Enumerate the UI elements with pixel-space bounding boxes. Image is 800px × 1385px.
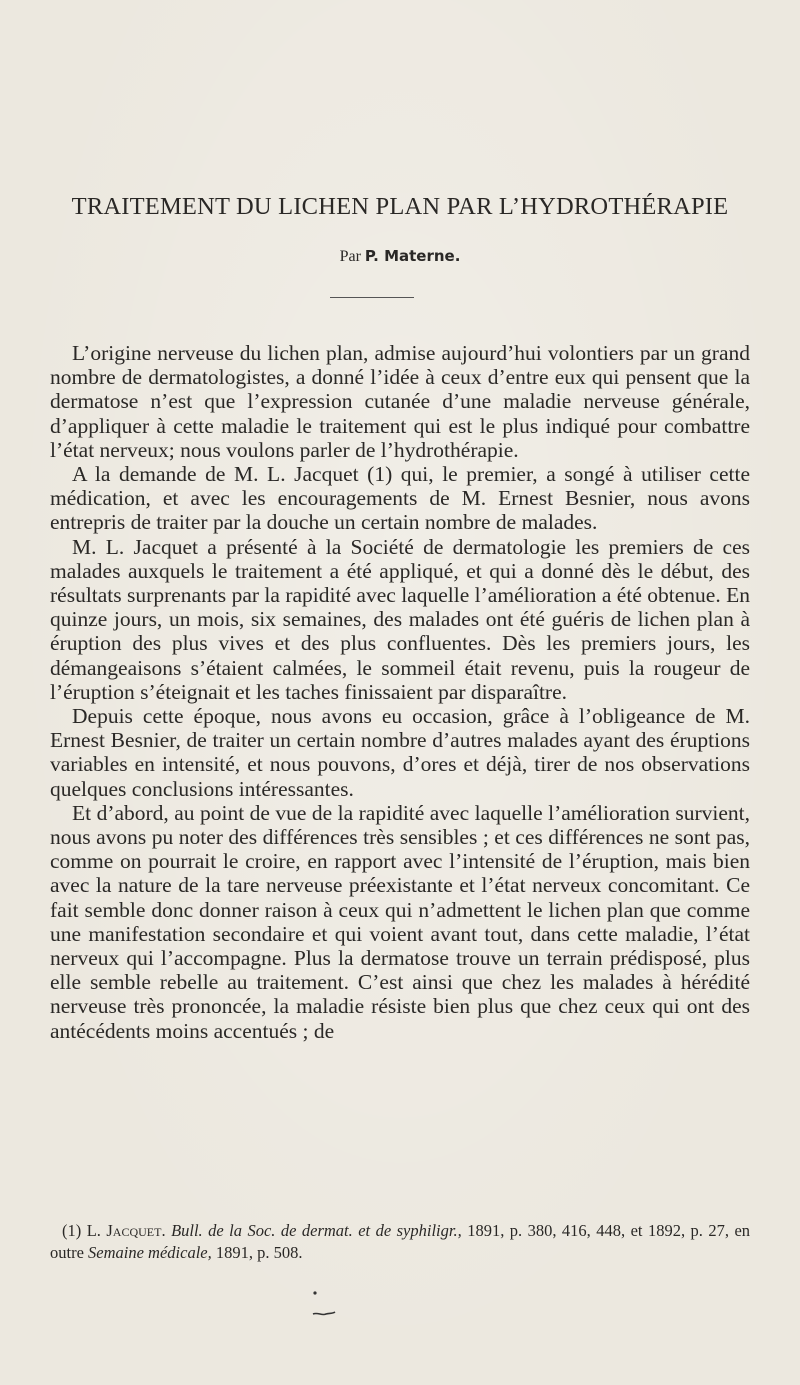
footnote-journal-2: Semaine médicale, xyxy=(88,1243,212,1262)
paragraph: A la demande de M. L. Jacquet (1) qui, le premier, a songé à utiliser cette médication, et avec les encouragements de M. Ernest Besnier, nous avons entrepris de traiter par la douche un certain nombre de malades. xyxy=(50,462,750,535)
paragraph: Et d’abord, au point de vue de la rapidité avec laquelle l’amélioration survient, nous avons pu noter des différences très sensibles ; et ces différences ne sont pas, comme on pourrait le croire, en rapport avec l’intensité de l’éruption, mais bien avec la nature de la tare nerveuse préexistante et l’état nerveux concomitant. Ce fait semble donc donner raison à ceux qui n’admettent le lichen plan que comme une manifestation secondaire et qui voient avant tout, dans cette maladie, l’état nerveux qui l’accompagne. Plus la dermatose trouve un terrain prédisposé, plus elle semble rebelle au traitement. C’est ainsi que chez les malades à hérédité nerveuse très prononcée, la maladie résiste bien plus que chez ceux qui ont des antécédents moins accentués ; de xyxy=(50,800,750,1043)
footnote-refs-2: 1891, p. 508. xyxy=(215,1243,303,1262)
footnote-marker: (1) xyxy=(62,1221,82,1240)
footnote-journal: Bull. de la Soc. de dermat. et de syphiligr., xyxy=(171,1221,462,1240)
paragraph: M. L. Jacquet a présenté à la Société de dermatologie les premiers de ces malades auxquels le traitement a été appliqué, et qui a donné dès le début, des résultats surprenants par la rapidité avec laquelle l’amélioration a été obtenue. En quinze jours, un mois, six semaines, des malades ont été guéris de lichen plan à éruption des plus vives et des plus confluentes. Dès les premiers jours, les démangeaisons s’étaient calmées, le sommeil était revenu, puis la rougeur de l’éruption s’éteignait et les taches finissaient par disparaître. xyxy=(50,534,750,704)
footnote-author: L. Jacquet. xyxy=(86,1221,166,1240)
paragraph: Depuis cette époque, nous avons eu occasion, grâce à l’obligeance de M. Ernest Besnier, de traiter un certain nombre d’autres malades ayant des éruptions variables en intensité, et nous pouvons, d’ores et déjà, tirer de nos observations quelques conclusions intéressantes. xyxy=(50,704,750,801)
article-body xyxy=(50,341,750,1043)
title-divider xyxy=(330,297,414,298)
article-title: TRAITEMENT DU LICHEN PLAN PAR L’HYDROTHÉRAPIE xyxy=(71,193,729,220)
paragraph: L’origine nerveuse du lichen plan, admise aujourd’hui volontiers par un grand nombre de dermatologistes, a donné l’idée à ceux d’entre eux qui pensent que la dermatose n’est que l’expression cutanée d’une maladie nerveuse générale, d’appliquer à cette maladie le traitement qui est le plus indiqué pour combattre l’état nerveux; nous voulons parler de l’hydrothérapie. xyxy=(50,341,750,462)
footnote xyxy=(50,1220,750,1264)
printer-mark-icon xyxy=(312,1290,336,1320)
author-name: P. Materne. xyxy=(364,247,461,265)
author-line xyxy=(0,247,800,266)
author-prefix: Par xyxy=(339,248,361,265)
footnote-refs: 1891, p. 380, 416, 448, et 1892, p. 27, en outre xyxy=(50,1221,751,1262)
